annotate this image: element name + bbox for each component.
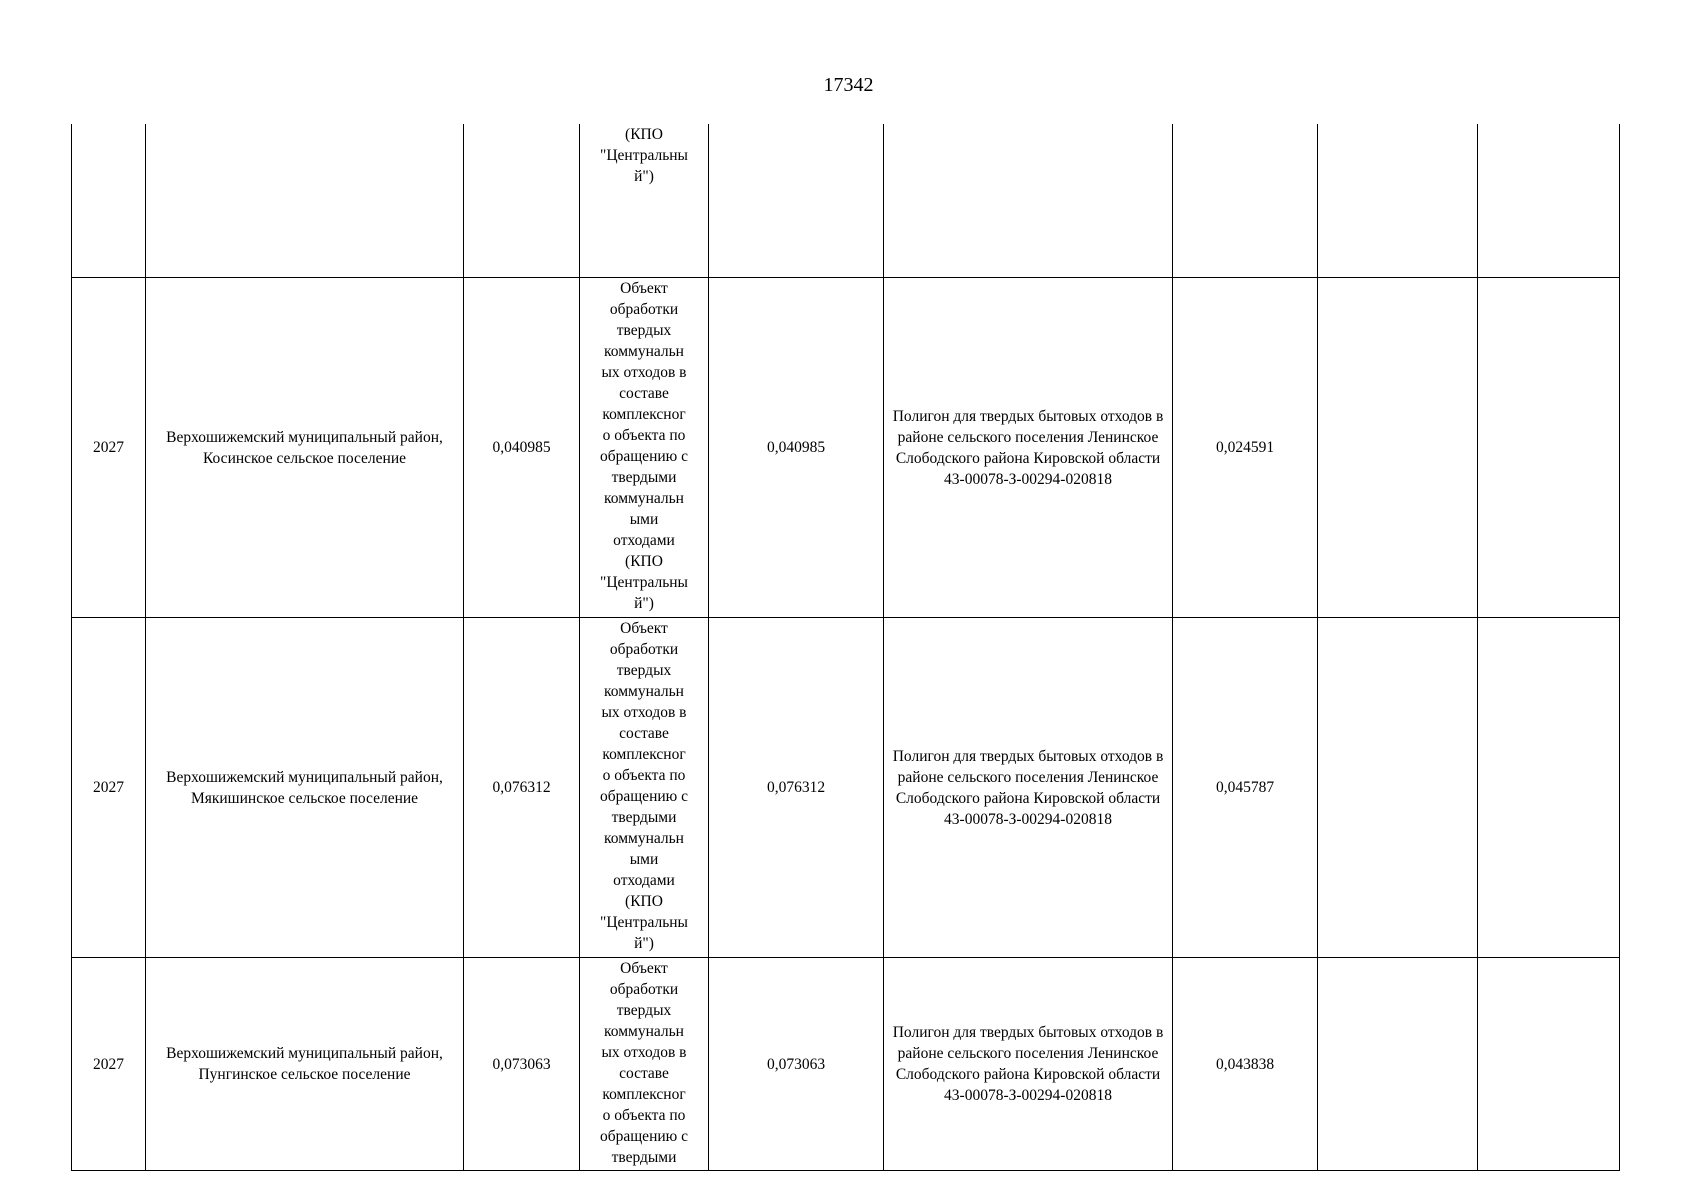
object-text-line: обращению с (599, 788, 688, 805)
value-cell: 0,045787 (1173, 618, 1318, 958)
object-text-line: й") (634, 595, 654, 612)
year-cell: 2027 (72, 958, 146, 1171)
data-table (71, 124, 1620, 1171)
object-cell (580, 958, 709, 1171)
object-text-line: Объект (620, 960, 668, 977)
mass-cell (464, 124, 580, 278)
object-text-line: обработки (609, 641, 679, 658)
object-cell (580, 618, 709, 958)
object-text-line: й") (634, 168, 654, 185)
mass-transferred-cell: 0,073063 (709, 958, 884, 1171)
territory-cell: Верхошижемский муниципальный район, Пунгинское сельское поселение (146, 958, 464, 1171)
object-text-line: о объекта по (602, 767, 686, 784)
territory-cell: Верхошижемский муниципальный район, Мякишинское сельское поселение (146, 618, 464, 958)
value-cell: 0,024591 (1173, 278, 1318, 618)
object-text-line: й") (634, 935, 654, 952)
object-text-line: обращению с (599, 448, 688, 465)
object-cell (580, 124, 709, 278)
object-text-line: "Центральны (600, 574, 688, 591)
mass-cell: 0,073063 (464, 958, 580, 1171)
object-text-line: коммунальн (604, 1023, 684, 1040)
object-text-line: комплексног (602, 746, 686, 763)
landfill-cell (884, 124, 1173, 278)
mass-transferred-cell: 0,040985 (709, 278, 884, 618)
mass-transferred-cell (709, 124, 884, 278)
object-text-line: отходами (613, 532, 675, 549)
landfill-cell: Полигон для твердых бытовых отходов в районе сельского поселения Ленинское Слободского района Кировской области 43-00078-З-00294-020818 (884, 958, 1173, 1171)
empty-cell (1318, 618, 1478, 958)
empty-cell (1478, 124, 1620, 278)
object-text-line: ыми (629, 511, 659, 528)
object-cell (580, 278, 709, 618)
object-text-line: о объекта по (602, 1107, 686, 1124)
object-text-line: (КПО (625, 553, 663, 570)
object-text-line: коммунальн (604, 830, 684, 847)
object-text-line: составе (619, 725, 669, 742)
landfill-cell: Полигон для твердых бытовых отходов в районе сельского поселения Ленинское Слободского района Кировской области 43-00078-З-00294-020818 (884, 618, 1173, 958)
object-text-line: ых отходов в (601, 704, 687, 721)
object-text-line: (КПО (625, 893, 663, 910)
object-text-line: "Центральны (600, 914, 688, 931)
object-text-line: комплексног (602, 406, 686, 423)
object-text-line: Объект (620, 280, 668, 297)
object-text-line: составе (619, 385, 669, 402)
object-text-line: обработки (609, 301, 679, 318)
mass-cell: 0,040985 (464, 278, 580, 618)
year-cell: 2027 (72, 618, 146, 958)
object-text-line: составе (619, 1065, 669, 1082)
empty-cell (1318, 278, 1478, 618)
year-cell: 2027 (72, 278, 146, 618)
object-text-line: твердых (616, 662, 672, 679)
table-row (72, 278, 1620, 618)
empty-cell (1478, 958, 1620, 1171)
object-text-line: "Центральны (600, 147, 688, 164)
page-number: 17342 (823, 74, 874, 96)
object-text-line: обращению с (599, 1128, 688, 1145)
object-text-line: ых отходов в (601, 1044, 687, 1061)
object-text-line: отходами (613, 872, 675, 889)
object-text-line: ыми (629, 851, 659, 868)
landfill-cell: Полигон для твердых бытовых отходов в районе сельского поселения Ленинское Слободского района Кировской области 43-00078-З-00294-020818 (884, 278, 1173, 618)
object-text-line: твердыми (611, 469, 677, 486)
year-cell (72, 124, 146, 278)
empty-cell (1318, 958, 1478, 1171)
value-cell: 0,043838 (1173, 958, 1318, 1171)
object-text-line: коммунальн (604, 490, 684, 507)
mass-cell: 0,076312 (464, 618, 580, 958)
object-text-line: (КПО (625, 126, 663, 143)
object-text-line: обработки (609, 981, 679, 998)
object-text-line: ых отходов в (601, 364, 687, 381)
object-text-line: комплексног (602, 1086, 686, 1103)
empty-cell (1478, 278, 1620, 618)
table-row (72, 124, 1620, 278)
object-text-line: твердых (616, 1002, 672, 1019)
mass-transferred-cell: 0,076312 (709, 618, 884, 958)
object-text-line: твердыми (611, 1149, 677, 1166)
territory-cell: Верхошижемский муниципальный район, Косинское сельское поселение (146, 278, 464, 618)
territory-cell (146, 124, 464, 278)
object-text-line: коммунальн (604, 683, 684, 700)
empty-cell (1318, 124, 1478, 278)
object-text-line: коммунальн (604, 343, 684, 360)
table-row (72, 958, 1620, 1171)
object-text-line: Объект (620, 620, 668, 637)
object-text-line: твердых (616, 322, 672, 339)
object-text-line: о объекта по (602, 427, 686, 444)
value-cell (1173, 124, 1318, 278)
object-text-line: твердыми (611, 809, 677, 826)
table-row (72, 618, 1620, 958)
empty-cell (1478, 618, 1620, 958)
